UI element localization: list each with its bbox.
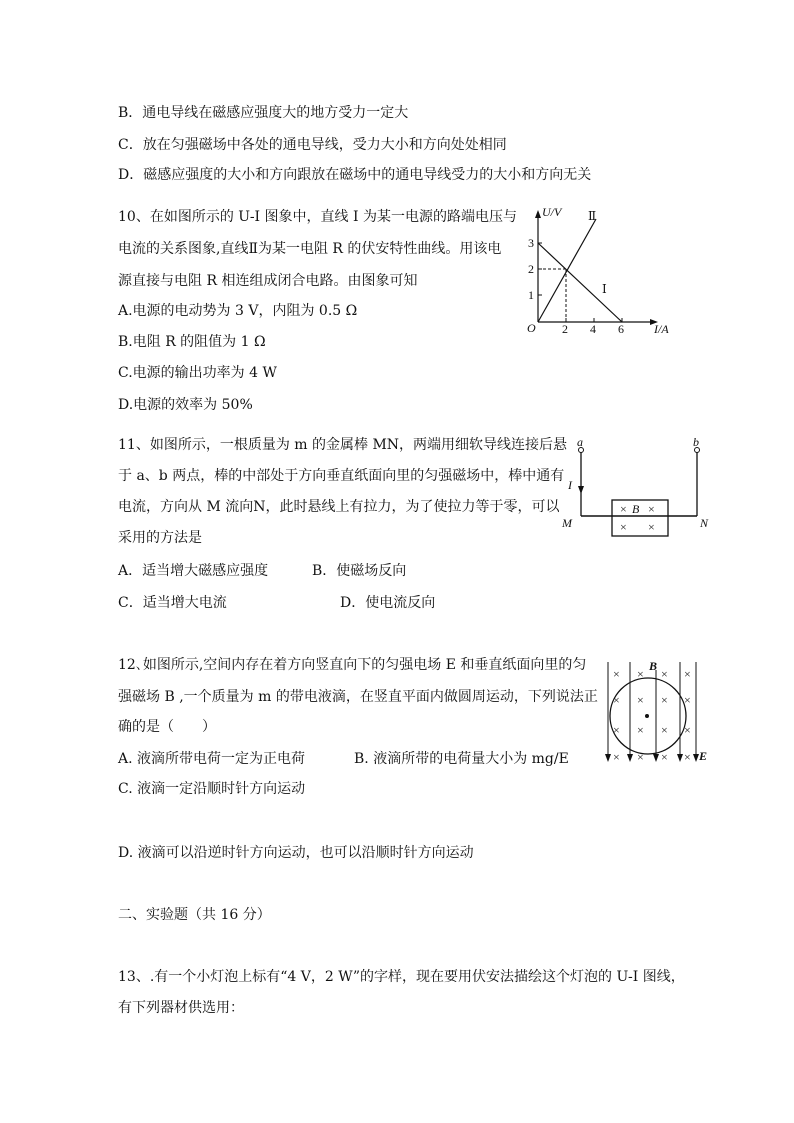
cross-mark: × [613,693,620,707]
q12-stem-line-2: 强磁场 B ,一个质量为 m 的带电液滴，在竖直平面内做圆周运动，下列说法正 [118,689,598,705]
cross-mark: × [661,667,668,681]
q10-option-a: A.电源的电动势为 3 V，内阻为 0.5 Ω [118,303,358,319]
q10-option-c: C.电源的输出功率为 4 W [118,365,277,381]
line-ii [538,219,596,322]
label-field-b: B [649,659,658,673]
q11-option-d: D．使电流反向 [340,595,436,611]
line-ii-label: Ⅱ [588,209,597,223]
cross-mark: × [684,667,691,681]
section-2-title: 二、实验题（共 16 分） [118,907,271,923]
q10-option-d: D.电源的效率为 50% [118,397,253,413]
y-tick-2: 2 [528,262,534,276]
cross-mark: × [648,520,655,534]
q11-stem-line-4: 采用的方法是 [118,530,202,546]
q10-stem-line-3: 源直接与电阻 R 相连组成闭合电路。由图象可知 [118,273,418,289]
option-d-prev: D．磁感应强度的大小和方向跟放在磁场中的通电导线受力的大小和方向无关 [118,167,592,183]
q12-option-b: B. 液滴所带的电荷量大小为 mg/E [354,751,569,767]
option-b-prev: B．通电导线在磁感应强度大的地方受力一定大 [118,105,409,121]
charged-droplet [645,714,649,718]
cross-mark: × [661,723,668,737]
option-c-prev: C．放在匀强磁场中各处的通电导线，受力大小和方向处处相同 [118,137,507,153]
y-axis-arrow [535,210,541,218]
cross-mark: × [684,723,691,737]
q13-stem-line-2: 有下列器材供选用： [118,1000,244,1016]
label-n: N [700,516,709,530]
q11-option-a: A．适当增大磁感应强度 [118,563,269,579]
q11-stem-line-1: 11、如图所示，一根质量为 m 的金属棒 MN，两端用细软导线连接后悬 [118,437,568,453]
cross-mark: × [637,693,644,707]
q12-option-d: D. 液滴可以沿逆时针方向运动，也可以沿顺时针方向运动 [118,845,474,861]
x-axis-label: I/A [654,322,669,336]
label-a: a [577,435,583,449]
x-tick-4: 4 [590,322,596,336]
y-tick-3: 3 [528,236,534,250]
line-i-label: Ⅰ [602,282,607,296]
cross-mark: × [613,667,620,681]
cross-mark: × [684,750,691,764]
q13-stem-line-1: 13、.有一个小灯泡上标有“4 V，2 W”的字样，现在要用伏安法描绘这个灯泡的 U-I 图线， [118,969,685,985]
q11-stem-line-2: 于 a、b 两点，棒的中部处于方向垂直纸面向里的匀强磁场中，棒中通有 [118,468,565,484]
label-current-i: I [568,478,572,492]
q10-ui-graph [524,204,674,334]
q10-stem-line-2: 电流的关系图象,直线Ⅱ为某一电阻 R 的伏安特性曲线。用该电 [118,241,502,257]
label-m: M [562,516,572,530]
current-arrow [578,486,584,494]
line-i [538,243,622,322]
cross-mark: × [684,693,691,707]
y-axis-label: U/V [542,205,562,219]
label-field-b: B [632,502,640,516]
x-tick-6: 6 [618,322,624,336]
q12-option-a: A. 液滴所带电荷一定为正电荷 [118,751,306,767]
cross-mark: × [613,723,620,737]
origin-label: O [527,321,536,335]
cross-mark: × [637,667,644,681]
q12-field-figure [600,656,710,768]
cross-mark: × [620,520,627,534]
label-field-e: E [699,749,708,763]
x-tick-2: 2 [562,322,568,336]
q10-stem-line-1: 10、在如图所示的 U-I 图象中，直线 I 为某一电源的路端电压与 [118,209,517,225]
q12-stem-line-3: 确的是（ ） [118,719,216,735]
label-b: b [693,435,699,449]
cross-mark: × [648,502,655,516]
cross-mark: × [637,723,644,737]
q11-stem-line-3: 电流，方向从 M 流向N，此时悬线上有拉力，为了使拉力等于零，可以 [118,499,560,515]
q10-option-b: B.电阻 R 的阻值为 1 Ω [118,334,266,350]
cross-mark: × [661,750,668,764]
q11-option-b: B．使磁场反向 [312,563,407,579]
q11-option-c: C．适当增大电流 [118,595,227,611]
cross-mark: × [661,693,668,707]
q12-option-c: C. 液滴一定沿顺时针方向运动 [118,781,306,797]
q11-rod-figure [560,434,720,544]
q12-stem-line-1: 12､如图所示,空间内存在着方向竖直向下的匀强电场 E 和垂直纸面向里的匀 [118,657,587,673]
y-tick-1: 1 [528,288,534,302]
cross-mark: × [620,502,627,516]
cross-mark: × [637,750,644,764]
cross-mark: × [613,750,620,764]
